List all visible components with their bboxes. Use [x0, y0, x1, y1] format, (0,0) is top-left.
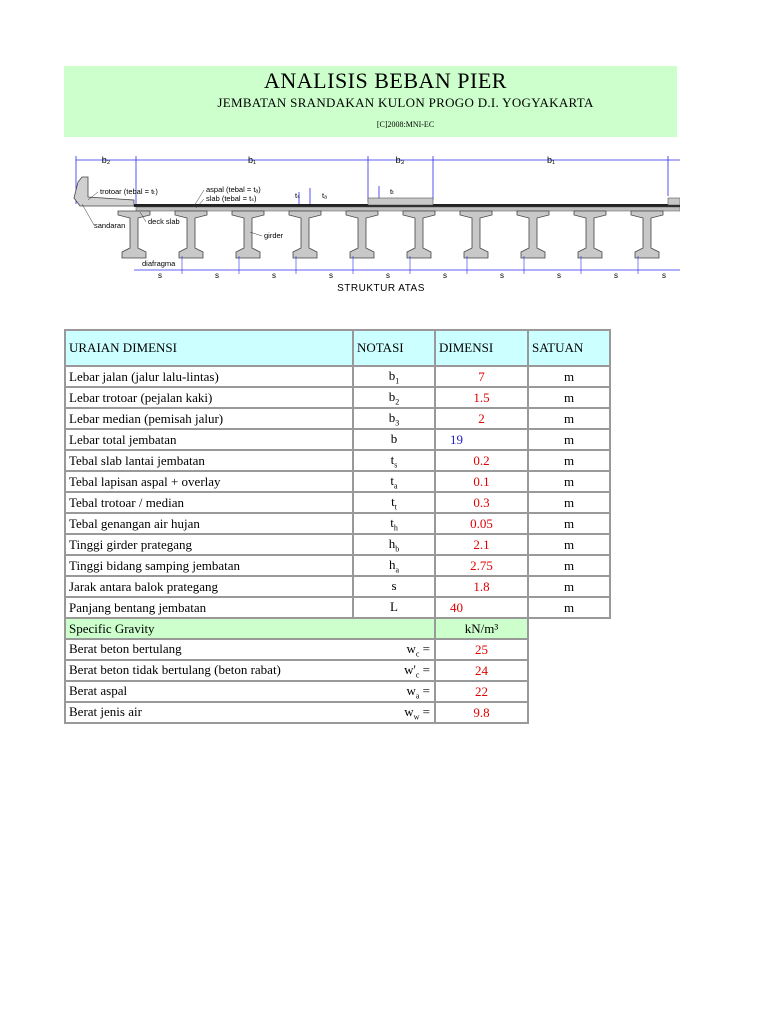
- table-row: [65, 660, 610, 681]
- table-row: [65, 366, 610, 387]
- sg-row-label: Berat aspal $w_a$ =: [65, 681, 435, 702]
- table-row: [65, 597, 610, 618]
- header-notasi: NOTASI: [353, 330, 435, 366]
- sg-row-label: Berat jenis air $w_w$ =: [65, 702, 435, 723]
- spacing-label: s: [215, 271, 219, 280]
- sg-row-value: 24: [435, 660, 528, 681]
- dim-label-b1: b₁: [247, 155, 257, 165]
- deck-slab-label: deck slab: [148, 217, 180, 226]
- row-value: 2: [435, 408, 528, 429]
- row-notation: $t_h$: [353, 513, 435, 534]
- girder-shape: [118, 211, 150, 258]
- dimension-table: [64, 329, 611, 724]
- row-description: Tebal slab lantai jembatan: [65, 450, 353, 471]
- diafragma-label: diafragma: [142, 259, 176, 268]
- girder-shape: [517, 211, 549, 258]
- sg-row-label: Berat beton tidak bertulang (beton rabat) $w'_c$ =: [65, 660, 435, 681]
- sandaran-label: sandaran: [94, 221, 126, 230]
- row-notation: b: [353, 429, 435, 450]
- dim-label-b1-right: b₁: [546, 155, 556, 165]
- row-notation: $t_s$: [353, 450, 435, 471]
- row-value: 40: [435, 597, 528, 618]
- sg-row-value: 25: [435, 639, 528, 660]
- girder-shape: [631, 211, 663, 258]
- dim-label-b2: b₂: [101, 155, 111, 165]
- table-row: [65, 681, 610, 702]
- row-notation: $b_3$: [353, 408, 435, 429]
- diagram-caption: STRUKTUR ATAS: [337, 283, 425, 294]
- table-row: [65, 408, 610, 429]
- table-row: [65, 450, 610, 471]
- row-unit: m: [528, 513, 610, 534]
- row-notation: L: [353, 597, 435, 618]
- sg-row-value: 22: [435, 681, 528, 702]
- row-value: 2.1: [435, 534, 528, 555]
- row-description: Lebar trotoar (pejalan kaki): [65, 387, 353, 408]
- girder-label: girder: [264, 231, 284, 240]
- header-uraian: URAIAN DIMENSI: [65, 330, 353, 366]
- table-row: [65, 471, 610, 492]
- row-unit: m: [528, 492, 610, 513]
- row-description: Tebal lapisan aspal + overlay: [65, 471, 353, 492]
- spacing-label: s: [614, 271, 618, 280]
- copyright-credit: [C]2008:MNI-EC: [376, 120, 435, 129]
- row-value: 1.8: [435, 576, 528, 597]
- row-notation: $t_t$: [353, 492, 435, 513]
- dim-label-b3: b₃: [395, 155, 405, 165]
- row-value: 1.5: [435, 387, 528, 408]
- bridge-cross-section-diagram: [64, 152, 680, 297]
- spacing-label: s: [443, 271, 447, 280]
- row-unit: m: [528, 366, 610, 387]
- aspal-label: aspal (tebal = tₐ): [206, 185, 261, 194]
- girder-shape: [175, 211, 207, 258]
- table-header-row: [65, 330, 610, 366]
- slab-label: slab (tebal = tₛ): [206, 194, 257, 203]
- table-row: [65, 492, 610, 513]
- specific-gravity-unit: kN/m³: [435, 618, 528, 639]
- row-value: 7: [435, 366, 528, 387]
- row-value: 0.3: [435, 492, 528, 513]
- table-row: [65, 555, 610, 576]
- row-value: 2.75: [435, 555, 528, 576]
- spacing-label: s: [662, 271, 666, 280]
- table-row: [65, 387, 610, 408]
- row-unit: m: [528, 534, 610, 555]
- row-value: 0.2: [435, 450, 528, 471]
- row-description: Jarak antara balok prategang: [65, 576, 353, 597]
- girder-shape: [460, 211, 492, 258]
- sg-row-label: Berat beton bertulang $w_c$ =: [65, 639, 435, 660]
- specific-gravity-label: Specific Gravity: [65, 618, 435, 639]
- ta-label: tₐ: [322, 191, 327, 200]
- row-value: 19: [435, 429, 528, 450]
- row-notation: $h_a$: [353, 555, 435, 576]
- girder-shape: [346, 211, 378, 258]
- ts-label: tₛ: [295, 191, 300, 200]
- row-notation: s: [353, 576, 435, 597]
- row-value: 0.05: [435, 513, 528, 534]
- row-notation: $b_2$: [353, 387, 435, 408]
- spacing-label: s: [158, 271, 162, 280]
- row-description: Tebal trotoar / median: [65, 492, 353, 513]
- specific-gravity-header: [65, 618, 610, 639]
- girder-shape: [289, 211, 321, 258]
- header-dimensi: DIMENSI: [435, 330, 528, 366]
- row-unit: m: [528, 471, 610, 492]
- girder-shape: [403, 211, 435, 258]
- table-row: [65, 576, 610, 597]
- row-notation: $t_a$: [353, 471, 435, 492]
- row-description: Tinggi girder prategang: [65, 534, 353, 555]
- page-subtitle: JEMBATAN SRANDAKAN KULON PROGO D.I. YOGYAKARTA: [217, 95, 594, 110]
- spacing-label: s: [500, 271, 504, 280]
- row-value: 0.1: [435, 471, 528, 492]
- row-unit: m: [528, 429, 610, 450]
- sg-row-value: 9.8: [435, 702, 528, 723]
- header-satuan: SATUAN: [528, 330, 610, 366]
- spacing-label: s: [386, 271, 390, 280]
- row-description: Tebal genangan air hujan: [65, 513, 353, 534]
- girder-shape: [232, 211, 264, 258]
- spacing-label: s: [557, 271, 561, 280]
- row-notation: $h_b$: [353, 534, 435, 555]
- spacing-label: s: [329, 271, 333, 280]
- report-header: [64, 66, 677, 137]
- tt-label: tₜ: [390, 187, 395, 196]
- girder-shape: [574, 211, 606, 258]
- table-row: [65, 429, 610, 450]
- row-description: Tinggi bidang samping jembatan: [65, 555, 353, 576]
- table-row: [65, 513, 610, 534]
- row-unit: m: [528, 597, 610, 618]
- table-row: [65, 702, 610, 723]
- row-unit: m: [528, 555, 610, 576]
- row-unit: m: [528, 408, 610, 429]
- table-row: [65, 639, 610, 660]
- row-description: Lebar median (pemisah jalur): [65, 408, 353, 429]
- trotoar-label: trotoar (tebal = tₜ): [100, 187, 158, 196]
- row-description: Lebar jalan (jalur lalu-lintas): [65, 366, 353, 387]
- table-row: [65, 534, 610, 555]
- row-description: Panjang bentang jembatan: [65, 597, 353, 618]
- row-description: Lebar total jembatan: [65, 429, 353, 450]
- spacing-label: s: [272, 271, 276, 280]
- row-notation: $b_1$: [353, 366, 435, 387]
- row-unit: m: [528, 576, 610, 597]
- row-unit: m: [528, 450, 610, 471]
- page-title: ANALISIS BEBAN PIER: [264, 68, 507, 93]
- row-unit: m: [528, 387, 610, 408]
